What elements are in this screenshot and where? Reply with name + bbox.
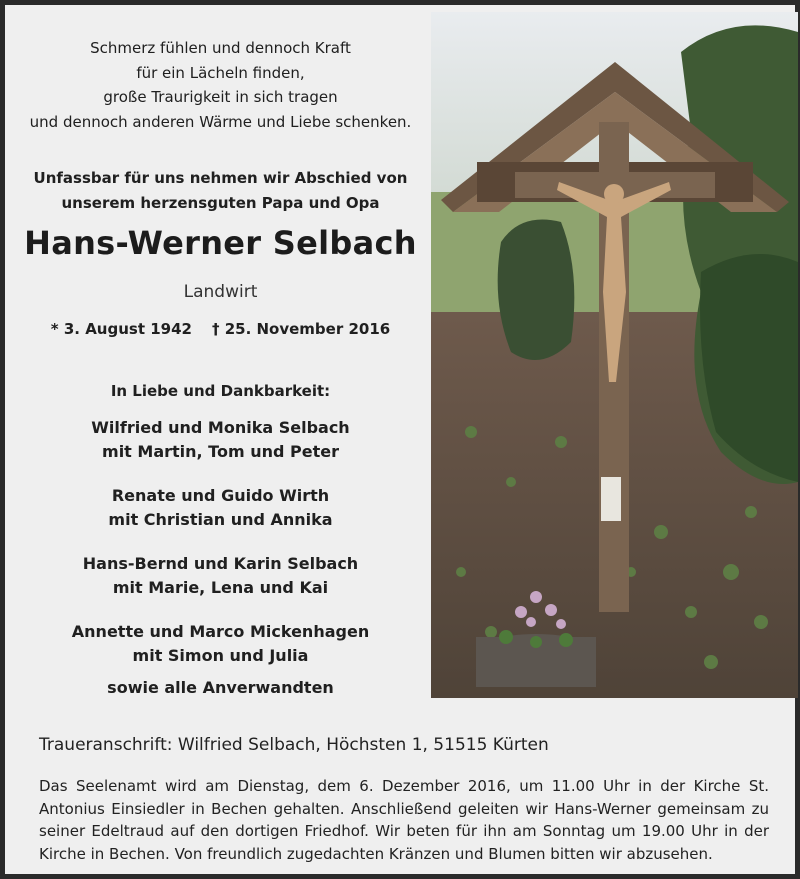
poem-line: große Traurigkeit in sich tragen [103,88,338,106]
obituary-text-panel [13,12,428,698]
deceased-occupation: Landwirt [183,282,258,302]
birth-date: * 3. August 1942 [50,320,192,338]
mourners-heading: In Liebe und Dankbarkeit: [110,382,331,400]
wayside-cross-photo [431,12,798,698]
death-date: † 25. November 2016 [211,320,391,338]
mourner-family-line: Hans-Bernd und Karin Selbach [82,554,359,573]
mourner-family-line: Renate und Guido Wirth [111,486,330,505]
intro-line: unserem herzensguten Papa und Opa [61,193,380,212]
poem-line: und dennoch anderen Wärme und Liebe schenken. [29,112,412,131]
mourner-family [13,552,428,600]
mourner-family-line: Annette und Marco Mickenhagen [71,622,370,641]
mourner-family [13,620,428,668]
intro-line: Unfassbar für uns nehmen wir Abschied von [33,169,408,187]
mourner-family-line: mit Marie, Lena und Kai [112,578,329,597]
life-dates [13,320,428,338]
poem-line: für ein Lächeln finden, [136,63,305,82]
mourner-family [13,416,428,464]
deceased-name: Hans-Werner Selbach [24,224,417,262]
poem [13,36,428,134]
intro-text [13,166,428,215]
mourners-closing: sowie alle Anverwandten [107,678,334,697]
mourner-family-line: Wilfried und Monika Selbach [91,418,350,437]
mourning-address: Traueranschrift: Wilfried Selbach, Höchsten 1, 51515 Kürten [39,735,549,755]
mourner-family-line: mit Martin, Tom und Peter [102,442,339,461]
mourner-family-line: mit Christian und Annika [108,510,333,529]
service-notice: Das Seelenamt wird am Dienstag, dem 6. Dezember 2016, um 11.00 Uhr in der Kirche St. Antonius Einsiedler in Bechen gehalten. Anschließend geleiten wir Hans-Werner gemeinsam zu seiner Edeltraud auf den dortigen Friedhof. Wir beten für ihn am Sonntag um 19.00 Uhr in der Kirche in Bechen. Von freundlich zugedachten Kränzen und Blumen bitten wir abzusehen. [39,777,769,863]
mourner-family-line: mit Simon und Julia [132,646,309,665]
mourner-family [13,484,428,532]
poem-line: Schmerz fühlen und dennoch Kraft [90,39,351,57]
